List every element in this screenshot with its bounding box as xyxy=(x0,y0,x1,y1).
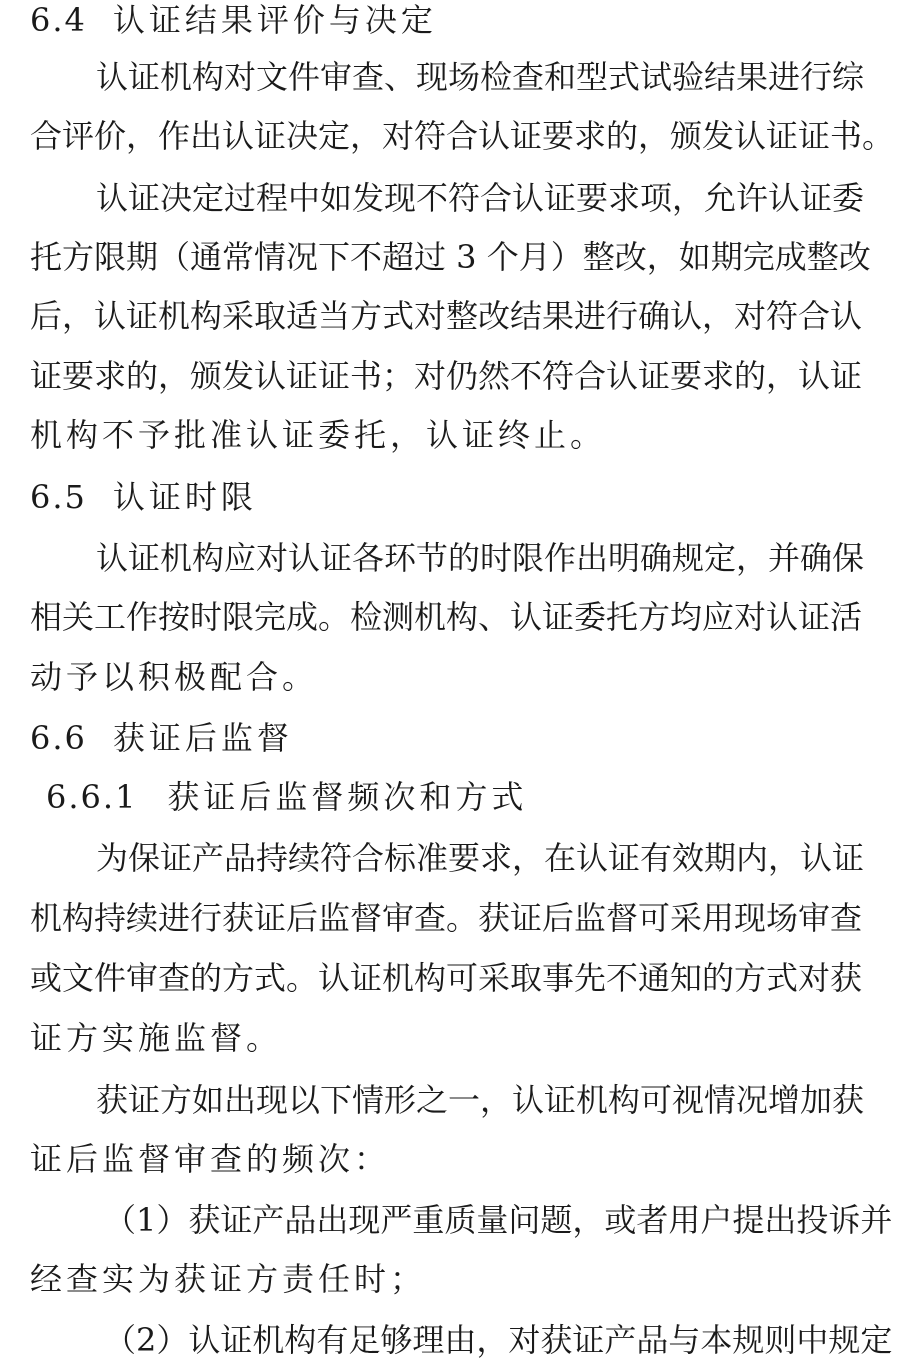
list-item-line: （1）获证产品出现严重质量问题，或者用户提出投诉并 xyxy=(104,1201,893,1239)
section-title: 获证后监督 xyxy=(112,719,293,757)
paragraph-line: 认证机构应对认证各环节的时限作出明确规定，并确保 xyxy=(96,539,865,577)
paragraph-line: 证要求的，颁发认证证书；对仍然不符合认证要求的，认证 xyxy=(30,357,863,395)
section-heading-6-5 xyxy=(30,477,257,517)
section-heading-6-4 xyxy=(30,0,437,40)
paragraph-line: 获证方如出现以下情形之一，认证机构可视情况增加获 xyxy=(96,1081,865,1119)
list-item-line: （2）认证机构有足够理由，对获证产品与本规则中规定 xyxy=(104,1321,893,1359)
paragraph-line: 认证决定过程中如发现不符合认证要求项，允许认证委 xyxy=(96,179,865,217)
section-number: 6.6 xyxy=(30,719,87,757)
section-heading-6-6 xyxy=(30,718,293,758)
paragraph-line: 相关工作按时限完成。检测机构、认证委托方均应对认证活 xyxy=(30,598,863,636)
subsection-title: 获证后监督频次和方式 xyxy=(167,778,528,816)
paragraph-line: 证方实施监督。 xyxy=(30,1019,283,1057)
paragraph-line: 托方限期（通常情况下不超过 3 个月）整改，如期完成整改 xyxy=(30,238,871,276)
paragraph-line: 证后监督审查的频次： xyxy=(30,1140,391,1178)
section-title: 认证结果评价与决定 xyxy=(112,1,437,39)
paragraph-line: 动予以积极配合。 xyxy=(30,658,319,696)
paragraph-line: 认证机构对文件审查、现场检查和型式试验结果进行综 xyxy=(96,58,865,96)
paragraph-line: 为保证产品持续符合标准要求，在认证有效期内，认证 xyxy=(96,839,865,877)
subsection-heading-6-6-1 xyxy=(46,777,527,817)
section-number: 6.4 xyxy=(30,1,87,39)
paragraph-line: 或文件审查的方式。认证机构可采取事先不通知的方式对获 xyxy=(30,959,863,997)
paragraph-line: 合评价，作出认证决定，对符合认证要求的，颁发认证证书。 xyxy=(30,117,895,155)
subsection-number: 6.6.1 xyxy=(46,778,138,816)
list-item-line: 经查实为获证方责任时； xyxy=(30,1260,427,1298)
section-number: 6.5 xyxy=(30,478,87,516)
section-title: 认证时限 xyxy=(112,478,257,516)
paragraph-line: 机构持续进行获证后监督审查。获证后监督可采用现场审查 xyxy=(30,899,863,937)
paragraph-line: 机构不予批准认证委托，认证终止。 xyxy=(30,416,607,454)
paragraph-line: 后，认证机构采取适当方式对整改结果进行确认，对符合认 xyxy=(30,297,863,335)
